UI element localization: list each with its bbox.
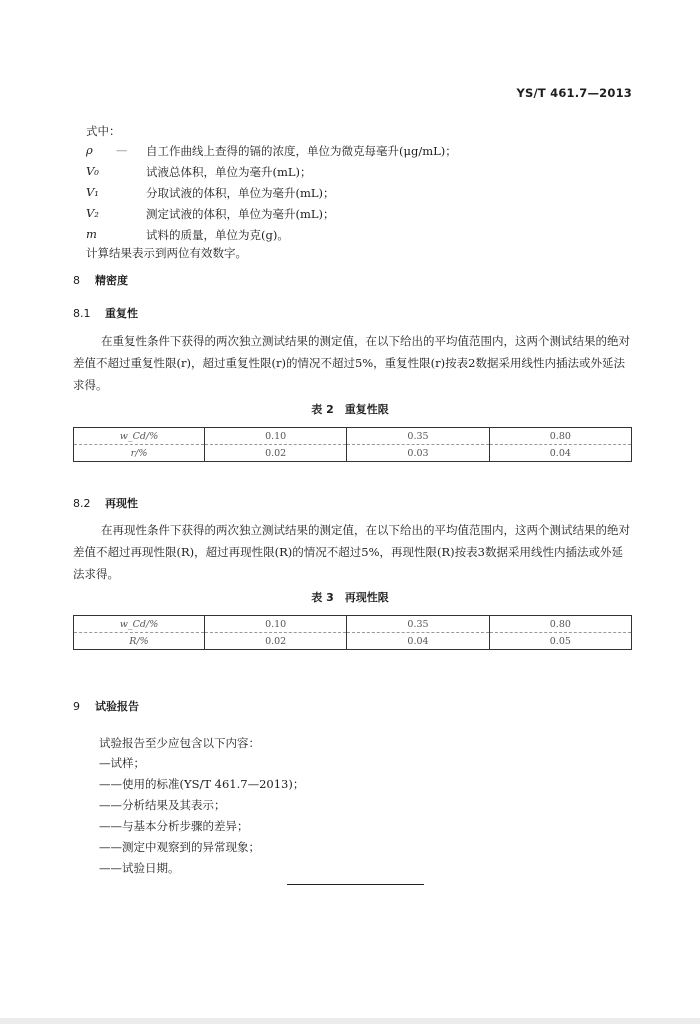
table-2-caption: 表 2 重复性限 (311, 403, 389, 416)
row-label: R/% (74, 633, 205, 650)
subsection-number: 8.2 (73, 497, 91, 510)
legend-note: 计算结果表示到两位有效数字。 (86, 246, 247, 260)
report-intro: 试验报告至少应包含以下内容： (99, 736, 260, 750)
section-heading-9 (73, 698, 139, 714)
page-bottom-edge (0, 1018, 700, 1024)
list-item: ——使用的标准(YS/T 461.7—2013)； (99, 777, 305, 791)
subsection-heading-8-2 (73, 495, 138, 511)
table-cell: 0.35 (347, 616, 489, 633)
symbol-definition: 分取试液的体积，单位为毫升(mL)； (146, 186, 335, 200)
table-cell: 0.10 (205, 428, 347, 445)
symbol-v2: V₂ (86, 206, 99, 220)
row-label: r/% (74, 445, 205, 462)
repeatability-paragraph: 在重复性条件下获得的两次独立测试结果的测定值，在以下给出的平均值范围内，这两个测试结果的绝对差值不超过重复性限(r)，超过重复性限(r)的情况不超过5%，重复性限(r)按表2数据采用线性内插法或外延法求得。 (73, 334, 630, 392)
table-cell: 0.02 (205, 445, 347, 462)
subsection-title: 重复性 (105, 307, 138, 320)
section-number: 9 (73, 700, 80, 713)
symbol-v1: V₁ (86, 185, 99, 199)
subsection-heading-8-1 (73, 305, 138, 321)
subsection-number: 8.1 (73, 307, 91, 320)
table-row (74, 633, 632, 650)
section-heading-8 (73, 272, 128, 288)
end-rule (287, 884, 424, 885)
section-title: 试验报告 (95, 700, 139, 713)
table-row (74, 616, 632, 633)
table-cell: 0.04 (489, 445, 631, 462)
symbol-rho: ρ (86, 143, 93, 157)
symbol-m: m (86, 227, 97, 241)
list-item: ——与基本分析步骤的差异； (99, 819, 249, 833)
table-cell: 0.02 (205, 633, 347, 650)
table-cell: 0.80 (489, 616, 631, 633)
table-cell: 0.80 (489, 428, 631, 445)
symbol-definition: 试料的质量，单位为克(g)。 (146, 228, 289, 242)
symbol-dash: — (116, 143, 128, 157)
list-item: ——分析结果及其表示； (99, 798, 226, 812)
repeatability-table (73, 427, 632, 462)
subsection-title: 再现性 (105, 497, 138, 510)
reproducibility-paragraph: 在再现性条件下获得的两次独立测试结果的测定值，在以下给出的平均值范围内，这两个测试结果的绝对差值不超过再现性限(R)，超过再现性限(R)的情况不超过5%，再现性限(R)按表3数据采用线性内插法或外延法求得。 (73, 523, 630, 581)
section-number: 8 (73, 274, 80, 287)
table-cell: 0.03 (347, 445, 489, 462)
table-cell: 0.35 (347, 428, 489, 445)
symbol-v0: V₀ (86, 164, 99, 178)
reproducibility-table (73, 615, 632, 650)
table-3-caption: 表 3 再现性限 (311, 591, 389, 604)
standard-number: YS/T 461.7—2013 (516, 86, 632, 100)
table-row (74, 428, 632, 445)
symbol-definition: 试液总体积，单位为毫升(mL)； (146, 165, 312, 179)
table-cell: 0.05 (489, 633, 631, 650)
table-cell: 0.10 (205, 616, 347, 633)
section-title: 精密度 (95, 274, 128, 287)
row-label: w_Cd/% (74, 428, 205, 445)
symbol-definition: 测定试液的体积，单位为毫升(mL)； (146, 207, 335, 221)
legend-intro: 式中： (86, 124, 121, 138)
list-item: ——试验日期。 (99, 861, 180, 875)
list-item: —试样； (99, 756, 145, 770)
symbol-definition: 自工作曲线上查得的镉的浓度，单位为微克每毫升(μg/mL)； (146, 144, 457, 158)
report-items (99, 753, 304, 879)
list-item: ——测定中观察到的异常现象； (99, 840, 260, 854)
table-cell: 0.04 (347, 633, 489, 650)
row-label: w_Cd/% (74, 616, 205, 633)
table-row (74, 445, 632, 462)
